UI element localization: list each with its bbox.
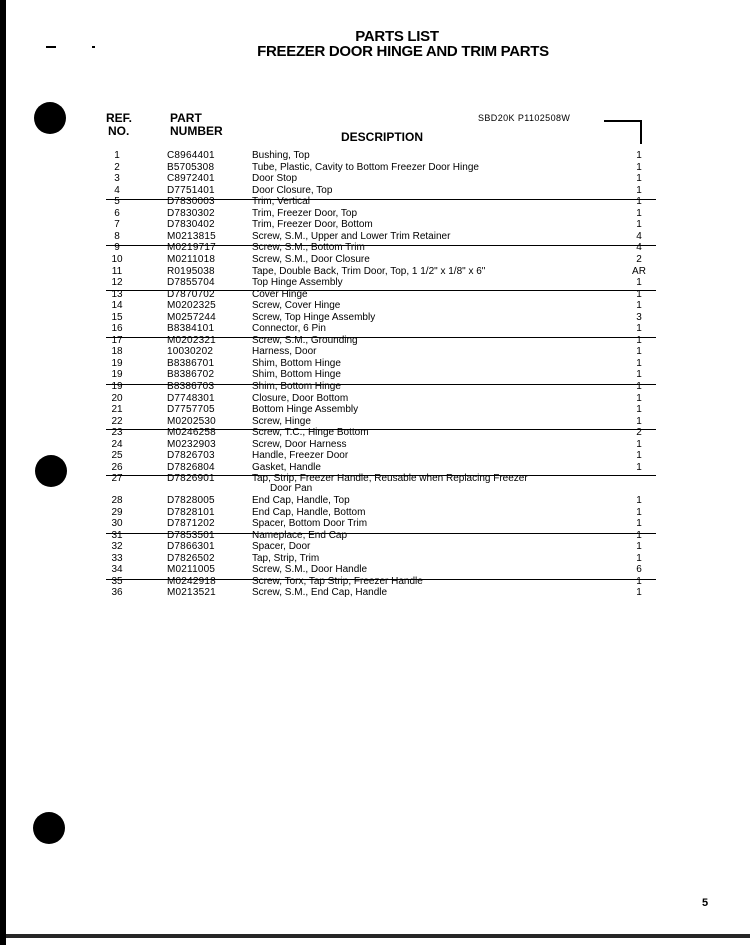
part-number-cell: D7866301 [167, 541, 215, 553]
part-number-cell: 10030202 [167, 346, 214, 358]
table-row [0, 289, 750, 301]
description-cell: Screw, Door Harness [252, 438, 347, 450]
table-row [0, 242, 750, 254]
quantity-cell: AR [632, 265, 646, 277]
table-row [0, 576, 750, 588]
quantity-cell: 1 [636, 552, 642, 564]
quantity-cell: 1 [636, 415, 642, 427]
part-number-cell: D7751401 [167, 184, 215, 196]
part-number-cell: D7826901 [167, 473, 215, 485]
ref-no-cell: 31 [111, 529, 123, 541]
part-number-cell: M0213815 [167, 230, 216, 242]
quantity-cell: 1 [636, 323, 642, 335]
table-row [0, 450, 750, 462]
quantity-cell: 1 [636, 196, 642, 208]
part-number-cell: M0232903 [167, 438, 216, 450]
table-row [0, 300, 750, 312]
part-number-cell: B8384101 [167, 323, 215, 335]
description-cell: Trim, Freezer Door, Top [252, 207, 358, 219]
ref-no-cell: 21 [111, 404, 123, 416]
table-row [0, 393, 750, 405]
description-cell: Door Closure, Top [252, 184, 333, 196]
page-subtitle: FREEZER DOOR HINGE AND TRIM PARTS [257, 43, 549, 60]
part-number-cell: C8964401 [167, 150, 215, 161]
part-number-cell: D7828101 [167, 506, 215, 518]
quantity-cell: 1 [636, 506, 642, 518]
ref-no-cell: 4 [114, 184, 120, 196]
description-cell: Top Hinge Assembly [252, 277, 343, 289]
ref-header-line1: REF. [106, 111, 133, 125]
table-row [0, 587, 750, 599]
table-row [0, 150, 750, 162]
table-row [0, 185, 750, 197]
table-row [0, 231, 750, 243]
table-row [0, 162, 750, 174]
ref-no-cell: 36 [111, 587, 123, 599]
ref-no-cell: 6 [114, 207, 120, 219]
table-row [0, 254, 750, 266]
ref-no-cell: 25 [111, 450, 123, 462]
quantity-cell: 1 [636, 288, 642, 300]
ref-no-cell: 8 [114, 230, 120, 242]
description-cell: Tube, Plastic, Cavity to Bottom Freezer Door Hinge [252, 161, 479, 173]
part-number-cell: M0202530 [167, 415, 216, 427]
model-bracket [640, 120, 642, 144]
table-row [0, 495, 750, 507]
part-number-cell: D7830302 [167, 207, 215, 219]
description-cell: Trim, Freezer Door, Bottom [252, 219, 373, 231]
part-number-cell: B8386702 [167, 369, 215, 381]
ref-no-cell: 11 [111, 265, 123, 277]
model-bracket [604, 120, 642, 122]
description-cell: Screw, Top Hinge Assembly [252, 311, 376, 323]
part-number-cell: B8386701 [167, 357, 215, 369]
description-cell: Screw, Torx, Tap Strip, Freezer Handle [252, 575, 423, 587]
part-number-cell: C8972401 [167, 173, 215, 185]
table-row [0, 416, 750, 428]
description-cell: Spacer, Door [252, 541, 311, 553]
part-number-cell: D7830402 [167, 219, 215, 231]
part-number-header [170, 112, 223, 138]
description-cell: Screw, S.M., Door Closure [252, 253, 370, 265]
quantity-cell: 1 [636, 300, 642, 312]
ref-no-cell: 18 [111, 346, 123, 358]
ref-no-cell: 34 [111, 564, 123, 576]
ref-no-cell: 17 [111, 334, 123, 346]
ref-no-cell: 26 [111, 461, 123, 473]
description-cell: Bushing, Top [252, 150, 310, 161]
ref-no-cell: 14 [111, 300, 123, 312]
description-cell: Tap, Strip, Freezer Handle, Reusable when Replacing Freezer [252, 473, 528, 485]
quantity-cell: 1 [636, 450, 642, 462]
description-cell: Gasket, Handle [252, 461, 321, 473]
table-row [0, 323, 750, 335]
part-number-cell: M0202325 [167, 300, 216, 312]
ref-no-cell: 9 [114, 242, 120, 254]
description-cell: Door Stop [252, 173, 298, 185]
ref-no-cell: 20 [111, 392, 123, 404]
ref-no-cell: 1 [114, 150, 120, 161]
quantity-cell: 2 [636, 427, 642, 439]
model-number: SBD20K P1102508W [478, 113, 571, 123]
quantity-cell: 1 [636, 161, 642, 173]
description-cell: Screw, S.M., Grounding [252, 334, 358, 346]
ref-no-cell: 19 [111, 357, 123, 369]
quantity-cell: 1 [636, 381, 642, 392]
table-row [0, 358, 750, 370]
table-row [0, 541, 750, 553]
part-number-cell: M0202321 [167, 334, 216, 346]
table-row [0, 518, 750, 530]
table-row [0, 507, 750, 519]
ref-no-cell: 23 [111, 427, 123, 439]
quantity-cell: 1 [636, 404, 642, 416]
quantity-cell: 1 [636, 518, 642, 530]
description-cell: Shim, Bottom Hinge [252, 357, 341, 369]
quantity-cell: 3 [636, 311, 642, 323]
description-cell: Shim, Bottom Hinge [252, 369, 341, 381]
description-cell: Trim, Vertical [252, 196, 310, 208]
quantity-cell: 1 [636, 346, 642, 358]
quantity-cell: 1 [636, 334, 642, 346]
description-cell: Screw, S.M., Bottom Trim [252, 242, 365, 254]
ref-no-cell: 24 [111, 438, 123, 450]
part-number-cell: M0242918 [167, 575, 216, 587]
quantity-cell: 1 [636, 150, 642, 161]
part-number-cell: B5705308 [167, 161, 215, 173]
part-header-line2: NUMBER [170, 124, 223, 138]
table-row [0, 473, 750, 495]
quantity-cell: 1 [636, 494, 642, 506]
description-cell: Nameplace, End Cap [252, 529, 348, 541]
page-title: PARTS LIST [355, 28, 439, 45]
quantity-cell: 1 [636, 219, 642, 231]
description-cell: Screw, S.M., Door Handle [252, 564, 368, 576]
ref-no-cell: 5 [114, 196, 120, 208]
table-row [0, 404, 750, 416]
part-number-cell: M0219717 [167, 242, 216, 254]
binder-hole [34, 102, 66, 134]
quantity-cell: 1 [636, 541, 642, 553]
part-number-cell: D7826804 [167, 461, 215, 473]
ref-header-line2: NO. [108, 124, 130, 138]
ref-no-cell: 29 [111, 506, 123, 518]
description-cell: End Cap, Handle, Top [252, 494, 350, 506]
description-cell: Connector, 6 Pin [252, 323, 326, 335]
table-row [0, 553, 750, 565]
part-number-cell: D7855704 [167, 277, 215, 289]
part-number-cell: M0246258 [167, 427, 216, 439]
ref-no-cell: 22 [111, 415, 123, 427]
description-cell: End Cap, Handle, Bottom [252, 506, 366, 518]
part-header-line1: PART [170, 111, 202, 125]
ref-no-cell: 35 [111, 575, 123, 587]
part-number-cell: D7757705 [167, 404, 215, 416]
ref-no-cell: 12 [111, 277, 123, 289]
table-row [0, 530, 750, 542]
quantity-cell: 2 [636, 253, 642, 265]
table-row [0, 196, 750, 208]
ref-no-cell: 19 [111, 369, 123, 381]
quantity-cell: 1 [636, 529, 642, 541]
description-cell: Spacer, Bottom Door Trim [252, 518, 368, 530]
part-number-cell: M0257244 [167, 311, 216, 323]
ref-no-cell: 19 [111, 381, 123, 392]
part-number-cell: M0211018 [167, 253, 216, 265]
table-row [0, 346, 750, 358]
ref-no-cell: 15 [111, 311, 123, 323]
description-cell: Closure, Door Bottom [252, 392, 349, 404]
quantity-cell: 1 [636, 207, 642, 219]
binder-hole [33, 812, 65, 844]
table-row [0, 266, 750, 278]
part-number-cell: D7826703 [167, 450, 215, 462]
quantity-cell: 1 [636, 587, 642, 599]
quantity-cell: 4 [636, 242, 642, 254]
table-row [0, 312, 750, 324]
description-cell: Screw, S.M., End Cap, Handle [252, 587, 388, 599]
table-row [0, 219, 750, 231]
quantity-cell: 4 [636, 230, 642, 242]
quantity-cell: 1 [636, 438, 642, 450]
part-number-cell: D7830003 [167, 196, 215, 208]
quantity-cell: 1 [636, 277, 642, 289]
ref-no-cell: 2 [114, 161, 120, 173]
ref-no-cell: 33 [111, 552, 123, 564]
description-cell: Screw, Cover Hinge [252, 300, 341, 312]
description-cell: Screw, Hinge [252, 415, 311, 427]
table-row [0, 381, 750, 393]
ref-no-cell: 7 [114, 219, 120, 231]
table-row [0, 277, 750, 289]
table-row [0, 427, 750, 439]
description-cell: Harness, Door [252, 346, 317, 358]
part-number-cell: R0195038 [167, 265, 215, 277]
ref-no-cell: 13 [111, 288, 123, 300]
ref-no-cell: 32 [111, 541, 123, 553]
table-row [0, 208, 750, 220]
table-row [0, 369, 750, 381]
part-number-cell: D7870702 [167, 288, 215, 300]
description-cell: Bottom Hinge Assembly [252, 404, 359, 416]
part-number-cell: D7871202 [167, 518, 215, 530]
part-number-cell: D7828005 [167, 494, 215, 506]
part-number-cell: D7853501 [167, 529, 215, 541]
quantity-cell: 1 [636, 173, 642, 185]
quantity-cell: 6 [636, 564, 642, 576]
table-row [0, 173, 750, 185]
table-row [0, 564, 750, 576]
description-cell: Screw, T.C., Hinge Bottom [252, 427, 369, 439]
description-cell: Screw, S.M., Upper and Lower Trim Retainer [252, 230, 451, 242]
description-continuation-cell: Door Pan [270, 483, 313, 495]
table-row [0, 462, 750, 474]
quantity-cell: 1 [636, 461, 642, 473]
description-cell: Cover Hinge [252, 288, 308, 300]
part-number-cell: M0211005 [167, 564, 216, 576]
ref-no-header [106, 112, 132, 138]
description-cell: Tap, Strip, Trim [252, 552, 320, 564]
quantity-cell: 1 [636, 357, 642, 369]
part-number-cell: D7748301 [167, 392, 215, 404]
ref-no-cell: 27 [111, 473, 123, 485]
description-cell: Tape, Double Back, Trim Door, Top, 1 1/2" x 1/8" x 6" [252, 265, 486, 277]
quantity-cell: 1 [636, 392, 642, 404]
description-header: DESCRIPTION [341, 130, 424, 144]
ref-no-cell: 3 [114, 173, 120, 185]
scan-edge-bottom [0, 934, 750, 938]
page-number: 5 [702, 897, 709, 909]
quantity-cell: 1 [636, 575, 642, 587]
table-row [0, 335, 750, 347]
part-number-cell: D7826502 [167, 552, 215, 564]
table-row [0, 439, 750, 451]
description-cell: Shim, Bottom Hinge [252, 381, 341, 392]
description-cell: Handle, Freezer Door [252, 450, 349, 462]
quantity-cell: 1 [636, 369, 642, 381]
part-number-cell: M0213521 [167, 587, 216, 599]
ref-no-cell: 30 [111, 518, 123, 530]
ref-no-cell: 16 [111, 323, 123, 335]
quantity-cell: 1 [636, 184, 642, 196]
ref-no-cell: 10 [111, 253, 123, 265]
part-number-cell: B8386703 [167, 381, 215, 392]
ref-no-cell: 28 [111, 494, 123, 506]
